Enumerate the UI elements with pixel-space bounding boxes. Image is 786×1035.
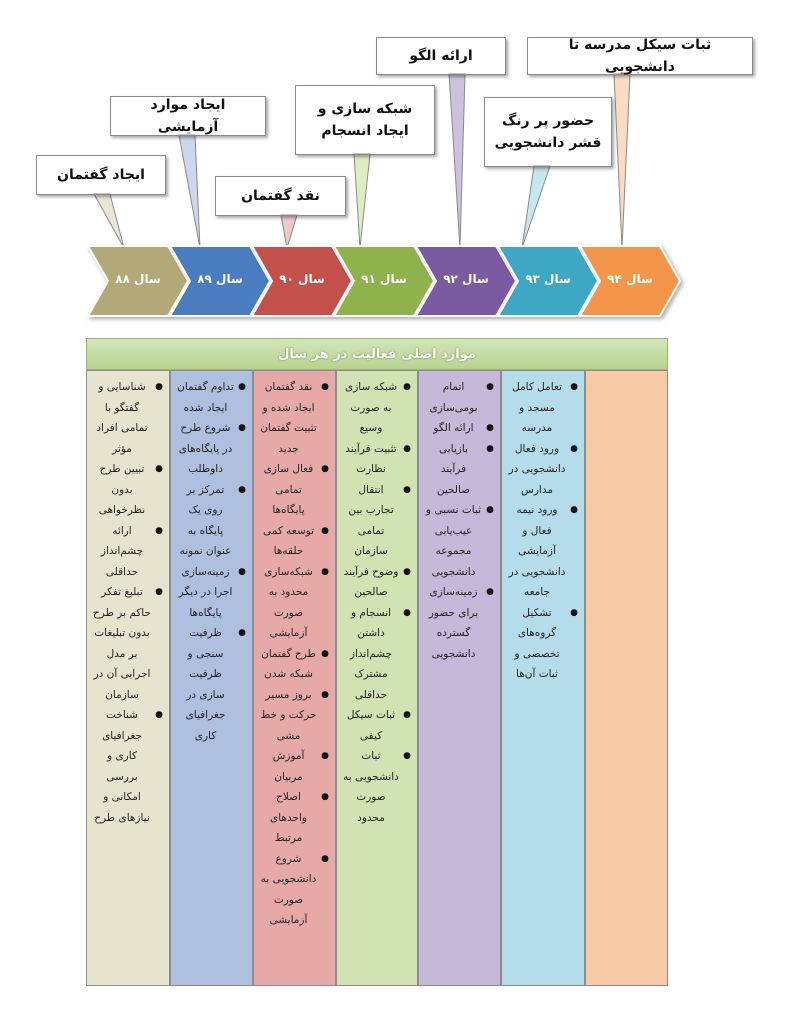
callout-pointer-6 (614, 74, 630, 248)
list-item: ● ثبات نسبی و عیب‌یابی مجموعه دانشجویی (425, 500, 494, 582)
list-item: ● آموزش مربیان (260, 746, 329, 787)
callout-pointer-1 (179, 135, 200, 248)
callout-89-text: ایجاد موارد آزمایشی (150, 96, 226, 135)
callout-pointer-5 (522, 166, 550, 248)
list-item: ● زمینه‌سازی اجرا در دیگر پایگاه‌ها (177, 562, 246, 624)
callout-pointer-3 (354, 154, 370, 248)
list-item: ● فعال سازی تمامی پایگاه‌ها (260, 459, 329, 521)
list-item: ● ثبات سیکل کیفی (343, 705, 411, 746)
list-item: ● شناخت جغرافیای کاری و بررسی امکانی و نیازهای طرح (93, 705, 163, 828)
year-label-1: سال ۸۹ (197, 272, 243, 286)
list-item: ● بازیابی فرآیند صالحین (425, 439, 494, 501)
list-item: ● اصلاح واحدهای مرتبط (260, 787, 329, 849)
list-item: ● شروع طرح در پایگاه‌های داوطلب (177, 418, 246, 480)
callout-88 (36, 155, 166, 195)
list-item: ● زمینه‌سازی برای حضور گسترده دانشجویی (425, 582, 494, 664)
column-list (419, 371, 500, 664)
list-item: ● تمرکز بر روی یک پایگاه به عنوان نمونه (177, 480, 246, 562)
year-label-0: سال ۸۸ (115, 272, 161, 286)
list-item: ● وضوح فرآیند صالحین (343, 562, 411, 603)
list-item: ● شبکه سازی به صورت وسیع (343, 377, 411, 439)
list-item: ● ورود نیمه فعال و آزمایشی دانشجویی در جامعه (508, 500, 578, 603)
table-header: موارد اصلی فعالیت در هر سال (86, 338, 668, 370)
list-item: ● انسجام و داشتن چشم‌انداز مشترک حداقلی (343, 603, 411, 706)
list-item: ● نقد گفتمان ایجاد شده و تثبیت گفتمان جدید (260, 377, 329, 459)
year-label-5: سال ۹۳ (525, 272, 571, 286)
table-column-2 (253, 370, 336, 986)
list-item: ● اتمام بومی‌سازی (425, 377, 494, 418)
list-item: ● ارائه الگو (425, 418, 494, 439)
callout-90 (215, 176, 346, 216)
list-item: ● تشکیل گروه‌های تخصصی و ثبات آن‌ها (508, 603, 578, 685)
column-list (87, 371, 169, 828)
list-item: ● انتقال تجارب بین تمامی سازمان (343, 480, 411, 562)
list-item: ● تداوم گفتمان ایجاد شده (177, 377, 246, 418)
table-column-0 (86, 370, 170, 986)
callout-pointer-4 (449, 74, 465, 248)
list-item: ● شبکه‌سازی محدود به صورت آزمایشی (260, 562, 329, 644)
column-list (586, 371, 667, 377)
callout-91-text: شبکه سازی و ایجاد انسجام (317, 100, 413, 139)
callout-94-text: ثبات سیکل مدرسه تا دانشجویی (568, 36, 712, 75)
list-item: ● تبیین طرح بدون نظرخواهی (93, 459, 163, 521)
callout-pointer-0 (94, 194, 124, 248)
column-list (254, 371, 335, 931)
callout-88-text: ایجاد گفتمان (57, 166, 145, 183)
list-item: ● طرح گفتمان شبکه شدن (260, 644, 329, 685)
list-item: ● شناسایی و گفتگو با تمامی افراد مؤثر (93, 377, 163, 459)
table-column-1 (170, 370, 253, 986)
column-list (337, 371, 417, 828)
callout-91 (295, 85, 435, 155)
table-column-3 (336, 370, 418, 986)
list-item: ● تثبیت فرآیند نظارت (343, 439, 411, 480)
callout-93 (484, 97, 612, 167)
callout-93-text: حضور پر رنگ قشر دانشجویی (494, 112, 602, 151)
callout-94 (527, 37, 753, 75)
list-item: ● توسعه کمی حلقه‌ها (260, 521, 329, 562)
callout-pointer-2 (281, 215, 297, 248)
table-column-4 (418, 370, 501, 986)
activities-table (86, 338, 668, 986)
list-item: ● ارائه چشم‌انداز حداقلی (93, 521, 163, 583)
table-column-6 (585, 370, 668, 986)
list-item: ● ظرفیت سنجی و ظرفیت سازی در جغرافیای کاری (177, 623, 246, 746)
list-item: ● بروز مسیر حرکت و خط مشی (260, 685, 329, 747)
callout-89 (110, 96, 266, 136)
list-item: ● شروع دانشجویی به صورت آزمایشی (260, 849, 329, 931)
list-item: ● تبلیغ تفکر حاکم بر طرح بدون تبلیغات بر مدل اجرایی آن در سازمان (93, 582, 163, 705)
column-list (171, 371, 252, 746)
callout-92-text: ارائه الگو (409, 47, 473, 64)
year-label-6: سال ۹۴ (607, 272, 653, 286)
column-list (502, 371, 584, 685)
year-label-2: سال ۹۰ (279, 272, 325, 286)
list-item: ● ورود فعال دانشجویی در مدارس (508, 439, 578, 501)
callout-90-text: نقد گفتمان (241, 187, 320, 204)
callout-92 (376, 37, 506, 75)
year-label-4: سال ۹۲ (443, 272, 489, 286)
table-column-5 (501, 370, 585, 986)
year-label-3: سال ۹۱ (361, 272, 407, 286)
list-item: ● تعامل کامل مسجد و مدرسه (508, 377, 578, 439)
list-item: ● ثبات دانشجویی به صورت محدود (343, 746, 411, 828)
